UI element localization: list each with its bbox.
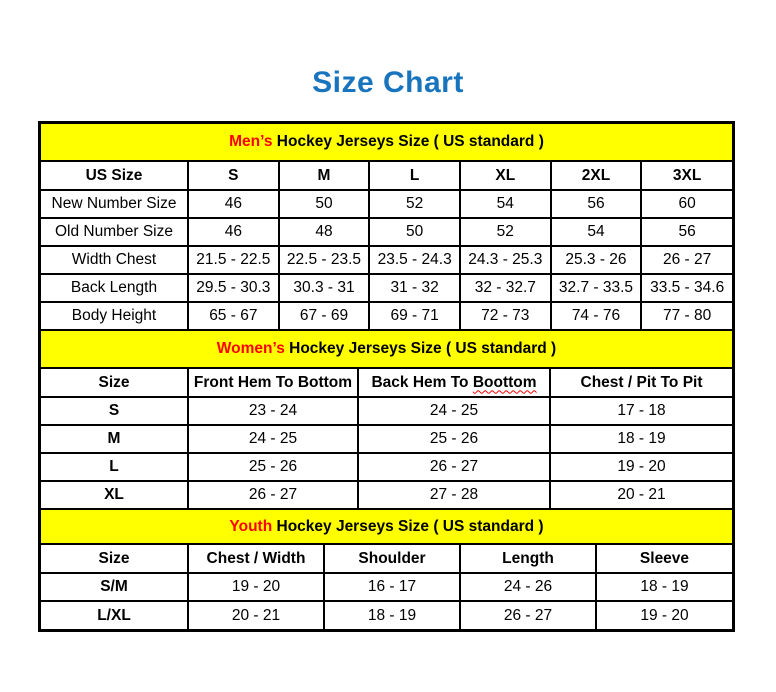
table-cell: 46	[188, 218, 279, 246]
table-cell: 52	[460, 218, 551, 246]
column-header: Shoulder	[324, 544, 460, 573]
table-cell: 48	[279, 218, 370, 246]
table-cell: 24 - 25	[188, 425, 358, 453]
column-header: Front Hem To Bottom	[188, 368, 358, 397]
table-cell: 20 - 21	[188, 601, 324, 629]
table-cell: 31 - 32	[369, 274, 460, 302]
table-cell: 21.5 - 22.5	[188, 246, 279, 274]
table-cell: 26 - 27	[460, 601, 596, 629]
table-cell: 18 - 19	[596, 573, 732, 601]
table-cell: 56	[551, 190, 642, 218]
table-cell: 30.3 - 31	[279, 274, 370, 302]
row-label: S	[41, 397, 188, 425]
table-cell: 24 - 25	[358, 397, 550, 425]
column-header-text: Back Hem To	[371, 373, 473, 391]
table-cell: 56	[641, 218, 732, 246]
table-cell: 19 - 20	[188, 573, 324, 601]
table-cell: 27 - 28	[358, 481, 550, 509]
table-cell: 20 - 21	[550, 481, 732, 509]
table-cell: 25.3 - 26	[551, 246, 642, 274]
row-label: Width Chest	[41, 246, 188, 274]
table-cell: 25 - 26	[358, 425, 550, 453]
column-header: US Size	[41, 161, 188, 190]
table-cell: 24 - 26	[460, 573, 596, 601]
mens-banner-text: Hockey Jerseys Size ( US standard )	[272, 133, 544, 150]
table-cell: 26 - 27	[188, 481, 358, 509]
table-row	[41, 601, 732, 629]
table-row	[41, 510, 732, 544]
table-cell: 23.5 - 24.3	[369, 246, 460, 274]
table-cell: 52	[369, 190, 460, 218]
table-cell: 65 - 67	[188, 302, 279, 330]
table-cell: 46	[188, 190, 279, 218]
table-cell: 22.5 - 23.5	[279, 246, 370, 274]
row-label: Back Length	[41, 274, 188, 302]
youth-table-banner	[41, 510, 732, 544]
table-cell: 19 - 20	[550, 453, 732, 481]
womens-table-banner	[41, 331, 732, 368]
column-header: Sleeve	[596, 544, 732, 573]
row-label: M	[41, 425, 188, 453]
column-header: M	[279, 161, 370, 190]
row-label: S/M	[41, 573, 188, 601]
column-header: L	[369, 161, 460, 190]
row-label: New Number Size	[41, 190, 188, 218]
row-label: L/XL	[41, 601, 188, 629]
table-header-row	[41, 161, 732, 190]
youth-size-table	[41, 510, 732, 629]
table-cell: 26 - 27	[641, 246, 732, 274]
row-label: Body Height	[41, 302, 188, 330]
table-cell: 17 - 18	[550, 397, 732, 425]
table-cell: 50	[279, 190, 370, 218]
womens-size-table	[41, 331, 732, 510]
table-row	[41, 302, 732, 330]
womens-banner-highlight: Women’s	[216, 340, 285, 357]
table-cell: 25 - 26	[188, 453, 358, 481]
table-cell: 24.3 - 25.3	[460, 246, 551, 274]
table-row	[41, 331, 732, 368]
table-cell: 18 - 19	[550, 425, 732, 453]
column-header: Chest / Width	[188, 544, 324, 573]
table-row	[41, 573, 732, 601]
table-cell: 32 - 32.7	[460, 274, 551, 302]
column-header: Size	[41, 544, 188, 573]
table-row	[41, 397, 732, 425]
youth-banner-text: Hockey Jerseys Size ( US standard )	[272, 517, 544, 535]
table-row	[41, 218, 732, 246]
table-cell: 19 - 20	[596, 601, 732, 629]
table-cell: 33.5 - 34.6	[641, 274, 732, 302]
row-label: XL	[41, 481, 188, 509]
mens-size-table	[41, 124, 732, 331]
table-cell: 72 - 73	[460, 302, 551, 330]
table-cell: 29.5 - 30.3	[188, 274, 279, 302]
table-row	[41, 246, 732, 274]
column-header: 2XL	[551, 161, 642, 190]
youth-banner-highlight: Youth	[229, 517, 273, 535]
table-row	[41, 425, 732, 453]
table-header-row	[41, 544, 732, 573]
table-cell: 50	[369, 218, 460, 246]
table-row	[41, 481, 732, 509]
table-cell: 77 - 80	[641, 302, 732, 330]
table-row	[41, 453, 732, 481]
mens-table-banner	[41, 124, 732, 161]
table-cell: 74 - 76	[551, 302, 642, 330]
table-cell: 54	[460, 190, 551, 218]
column-header: S	[188, 161, 279, 190]
table-cell: 26 - 27	[358, 453, 550, 481]
table-row	[41, 274, 732, 302]
table-cell: 67 - 69	[279, 302, 370, 330]
table-cell: 69 - 71	[369, 302, 460, 330]
column-header: Length	[460, 544, 596, 573]
table-header-row	[41, 368, 732, 397]
table-cell: 32.7 - 33.5	[551, 274, 642, 302]
column-header: XL	[460, 161, 551, 190]
size-chart-tables	[38, 121, 735, 632]
row-label: L	[41, 453, 188, 481]
column-header: Chest / Pit To Pit	[550, 368, 732, 397]
table-cell: 23 - 24	[188, 397, 358, 425]
table-cell: 60	[641, 190, 732, 218]
row-label: Old Number Size	[41, 218, 188, 246]
column-header	[358, 368, 550, 397]
misspelled-word: Boottom	[472, 373, 537, 391]
column-header: 3XL	[641, 161, 732, 190]
table-cell: 54	[551, 218, 642, 246]
womens-banner-text: Hockey Jerseys Size ( US standard )	[284, 340, 557, 357]
column-header: Size	[41, 368, 188, 397]
table-cell: 18 - 19	[324, 601, 460, 629]
page-title: Size Chart	[312, 66, 464, 99]
table-row	[41, 124, 732, 161]
mens-banner-highlight: Men’s	[229, 133, 273, 150]
table-cell: 16 - 17	[324, 573, 460, 601]
table-row	[41, 190, 732, 218]
